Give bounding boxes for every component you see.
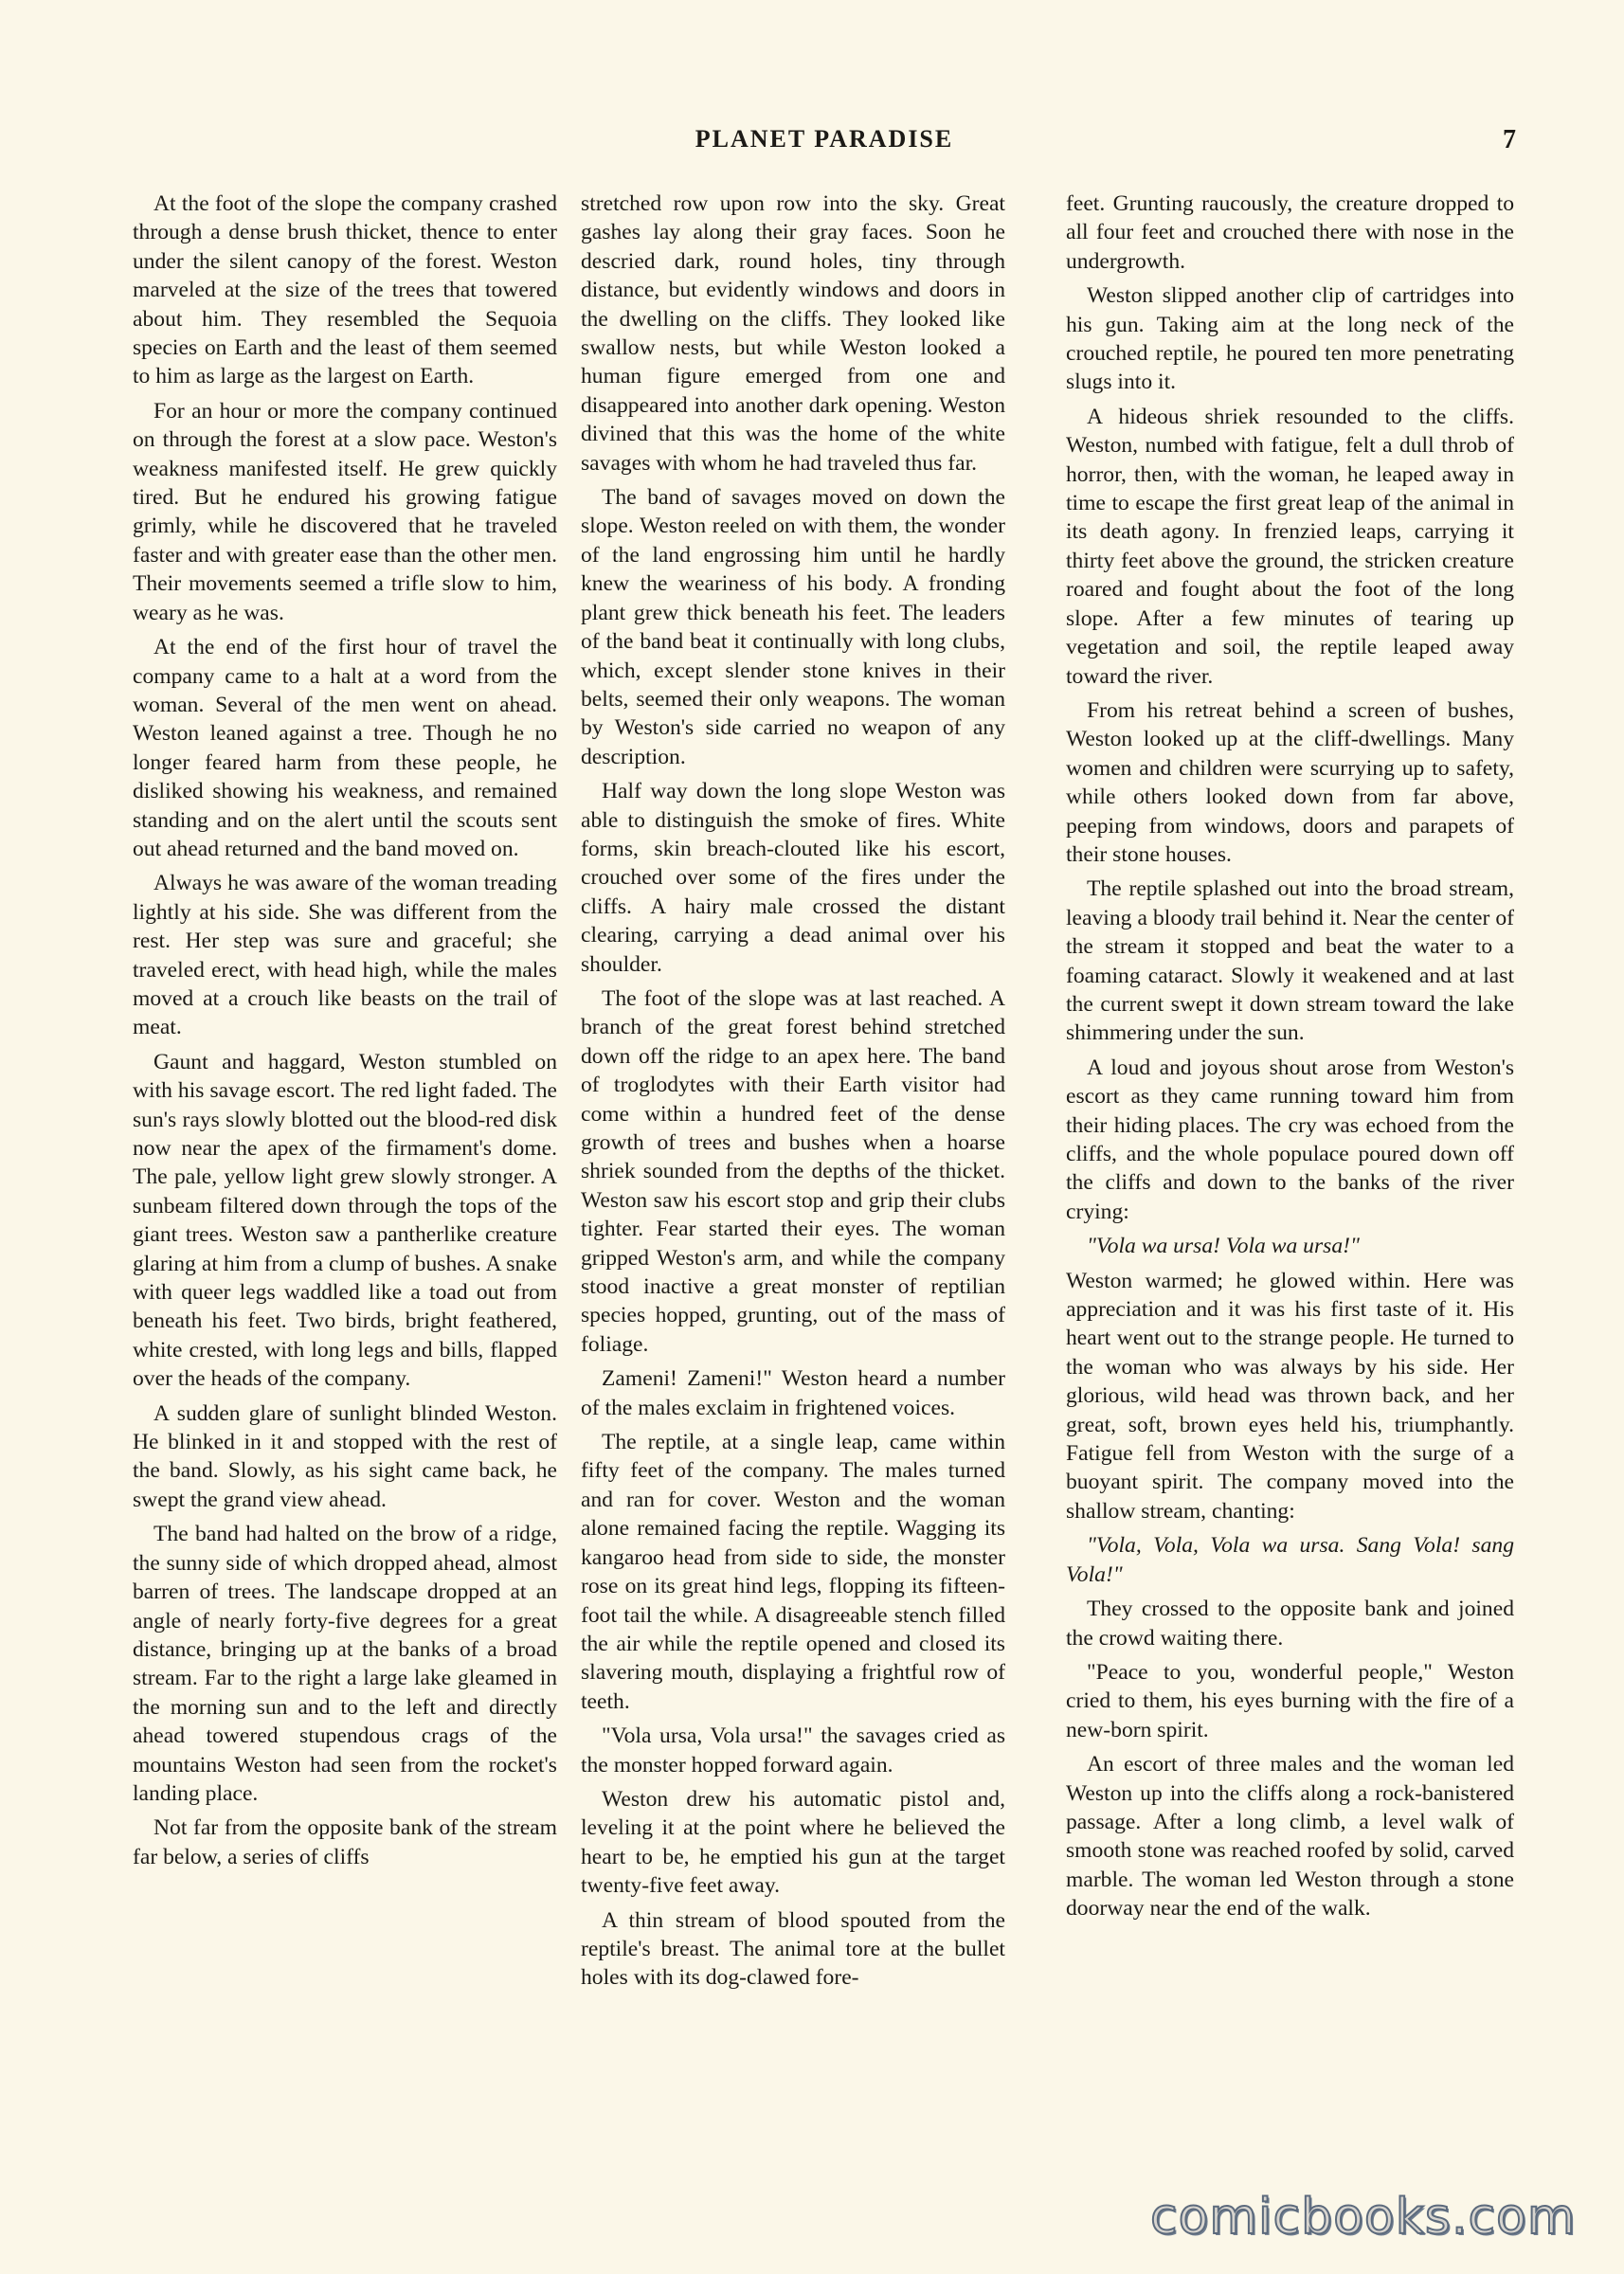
chant-line: "Vola wa ursa! Vola wa ursa!" <box>1087 1234 1360 1259</box>
paragraph: Weston warmed; he glowed within. Here was appreciation and it was his first taste of it. His heart went out to the strange people. He turned to the woman who was always by his side. Her glorious, wild head was thrown back, and her great, soft, brown eyes held his, triumphantly. Fatigue fell from Weston with the surge of a buoyant spirit. The company moved into the shallow stream, chanting: <box>1066 1268 1514 1524</box>
paragraph: A loud and joyous shout arose from Weston's escort as they came running toward him from their hiding places. The cry was echoed from the cliffs, and the whole populace poured down off the cliffs and down to the banks of the river crying: <box>1066 1055 1514 1224</box>
paragraph: stretched row upon row into the sky. Great gashes lay along their gray faces. Soon he descried dark, round holes, tiny through distance, but evidently windows and doors in the dwelling on the cliffs. They looked like swallow nests, but while Weston looked a human figure emerged from one and disappeared into another dark opening. Weston divined that this was the home of the white savages with whom he had traveled thus far. <box>581 191 1005 476</box>
paragraph: "Vola ursa, Vola ursa!" the savages cried as the monster hopped forward again. <box>581 1724 1005 1778</box>
paragraph: A thin stream of blood spouted from the reptile's breast. The animal tore at the bullet holes with its dog-clawed fore- <box>581 1907 1005 1991</box>
paragraph: An escort of three males and the woman led Weston up into the cliffs along a rock-banistered passage. After a long climb, a level walk of smooth stone was reached roofed by solid, carved marble. The woman led Weston through a stone doorway near the end of the walk. <box>1066 1752 1514 1922</box>
site-watermark: comicbooks.com <box>1150 2189 1577 2246</box>
paragraph: From his retreat behind a screen of bushes, Weston looked up at the cliff-dwellings. Many women and children were scurrying up to safety, while others looked down from far above, peeping from windows, doors and parapets of their stone houses. <box>1066 697 1514 867</box>
paragraph: For an hour or more the company continued on through the forest at a slow pace. Weston's weakness manifested itself. He grew quickly tired. But he endured his growing fatigue grimly, while he discovered that he traveled faster and with greater ease than the other men. Their movements seemed a trifle slow to him, weary as he was. <box>133 398 557 625</box>
paragraph: The reptile, at a single leap, came within fifty feet of the company. The males turned and ran for cover. Weston and the woman alone remained facing the reptile. Wagging its kangaroo head from side to side, the monster rose on its great hind legs, flopping its fifteen-foot tail the while. A disagreeable stench filled the air while the reptile opened and closed its slavering mouth, displaying a frightful row of teeth. <box>581 1430 1005 1714</box>
paragraph: Weston drew his automatic pistol and, leveling it at the point where he believed the heart to be, he emptied his gun at the target twenty-five feet away. <box>581 1786 1005 1899</box>
paragraph: At the end of the first hour of travel the company came to a halt at a word from the woman. Several of the men went on ahead. Weston leaned against a tree. Though he no longer feared harm from these people, he disliked showing his weakness, and remained standing and on the alert until the scouts sent out ahead returned and the band moved on. <box>133 635 557 861</box>
paragraph: Always he was aware of the woman treading lightly at his side. She was different from the rest. Her step was sure and graceful; she traveled erect, with head high, while the males moved at a crouch like beasts on the trail of meat. <box>133 871 557 1040</box>
text-column-3 <box>1066 190 1514 2141</box>
paragraph: The foot of the slope was at last reached. A branch of the great forest behind stretched down off the ridge to an apex here. The band of troglodytes with their Earth visitor had come within a hundred feet of the dense growth of trees and bushes when a hoarse shriek sounded from the depths of the thicket. Weston saw his escort stop and grip their clubs tighter. Fear started their eyes. The woman gripped Weston's arm, and while the company stood inactive a great monster of reptilian species hopped, grunting, out of the mass of foliage. <box>581 985 1005 1357</box>
paragraph: The reptile splashed out into the broad stream, leaving a bloody trail behind it. Near the center of the stream it stopped and beat the water to a foaming cataract. Slowly it weakened and at last the current swept it down stream toward the lake shimmering under the sun. <box>1066 876 1514 1046</box>
paragraph: "Peace to you, wonderful people," Weston cried to them, his eyes burning with the fire of a new-born spirit. <box>1066 1659 1514 1742</box>
paragraph: Gaunt and haggard, Weston stumbled on with his savage escort. The red light faded. The sun's rays slowly blotted out the blood-red disk now near the apex of the firmament's dome. The pale, yellow light grew slowly stronger. A sunbeam filtered down through the tops of the giant trees. Weston saw a pantherlike creature glaring at him from a clump of bushes. A snake with queer legs waddled like a toad out from beneath his feet. Two birds, bright feathered, white crested, with long legs and bills, flapped over the heads of the company. <box>133 1049 557 1392</box>
paragraph: A hideous shriek resounded to the cliffs. Weston, numbed with fatigue, felt a dull throb of horror, then, with the woman, he leaped away in time to escape the first great leap of the animal in its death agony. In frenzied leaps, carrying it thirty feet above the ground, the stricken creature roared and fought about the foot of the long slope. After a few minutes of tearing up vegetation and soil, the reptile leaped away toward the river. <box>1066 404 1514 689</box>
paragraph: Weston slipped another clip of cartridges into his gun. Taking aim at the long neck of the crouched reptile, he poured ten more penetrating slugs into it. <box>1066 283 1514 395</box>
paragraph: A sudden glare of sunlight blinded Weston. He blinked in it and stopped with the rest of the band. Slowly, as his sight came back, he swept the grand view ahead. <box>133 1400 557 1512</box>
story-title: PLANET PARADISE <box>695 125 954 153</box>
paragraph: They crossed to the opposite bank and joined the crowd waiting there. <box>1066 1597 1514 1651</box>
paragraph: Zameni! Zameni!" Weston heard a number of the males exclaim in frightened voices. <box>581 1366 1005 1420</box>
chant-line: "Vola, Vola, Vola wa ursa. Sang Vola! sang Vola!" <box>1066 1533 1514 1587</box>
paragraph: feet. Grunting raucously, the creature dropped to all four feet and crouched there with nose in the undergrowth. <box>1066 191 1514 274</box>
paragraph: The band of savages moved on down the slope. Weston reeled on with them, the wonder of the land engrossing him until he hardly knew the weariness of his body. A fronding plant grew thick beneath his feet. The leaders of the band beat it continually with long clubs, which, except slender stone knives in their belts, seemed their only weapons. The woman by Weston's side carried no weapon of any description. <box>581 485 1005 769</box>
paragraph: The band had halted on the brow of a ridge, the sunny side of which dropped ahead, almost barren of trees. The landscape dropped at an angle of nearly forty-five degrees for a great distance, bringing up at the banks of a broad stream. Far to the right a large lake gleamed in the morning sun and to the left and directly ahead towered stupendous crags of the mountains Weston had seen from the rocket's landing place. <box>133 1522 557 1806</box>
paragraph: Half way down the long slope Weston was able to distinguish the smoke of fires. White forms, skin breach-clouted like his escort, crouched over some of the fires under the cliffs. A hairy male crossed the distant clearing, carrying a dead animal over his shoulder. <box>581 779 1005 977</box>
page-number: 7 <box>1503 125 1516 154</box>
text-column-1 <box>133 190 557 2141</box>
paragraph: At the foot of the slope the company crashed through a dense brush thicket, thence to enter under the silent canopy of the forest. Weston marveled at the size of the trees that towered about him. They resembled the Sequoia species on Earth and the least of them seemed to him as large as the largest on Earth. <box>133 191 557 389</box>
running-header <box>133 125 1516 163</box>
text-column-2 <box>581 190 1005 2141</box>
paragraph: Not far from the opposite bank of the stream far below, a series of cliffs <box>133 1815 557 1869</box>
